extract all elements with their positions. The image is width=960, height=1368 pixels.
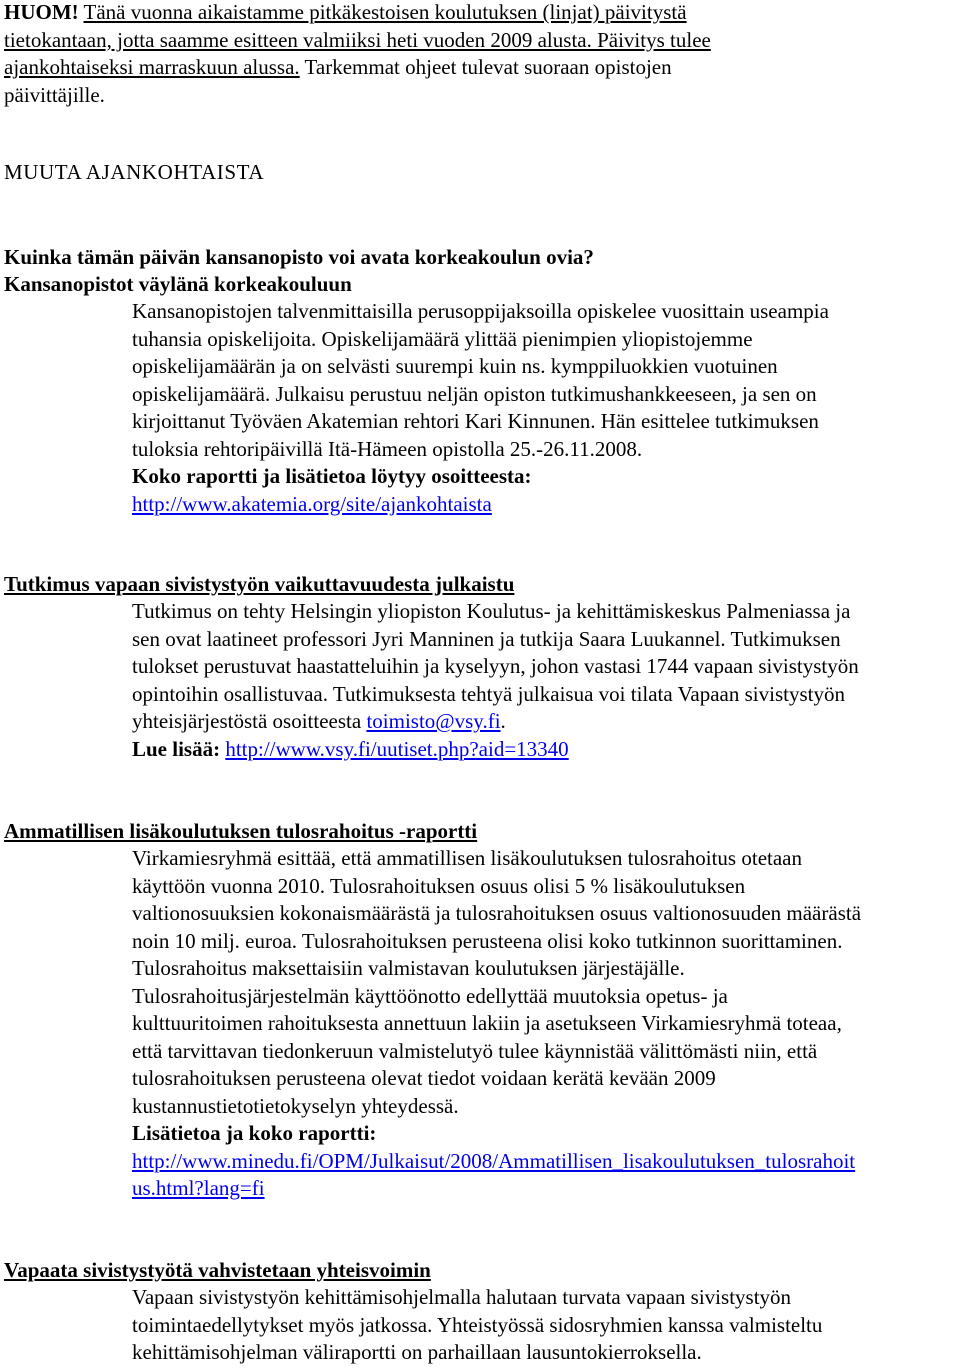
minedu-link-line-2	[132, 1175, 861, 1203]
vapaata-line: Vapaan sivistystyön kehittämisohjelmalla halutaan turvata vapaan sivistystyön	[132, 1285, 792, 1309]
kansanopisto-line: Kansanopistojen talvenmittaisilla perusoppijaksoilla opiskelee vuosittain useampia	[132, 299, 829, 323]
notice-line-1	[4, 0, 711, 27]
tutkimus-more-label: Lue lisää:	[132, 736, 221, 761]
vsy-link[interactable]: http://www.vsy.fi/uutiset.php?aid=13340	[225, 736, 569, 761]
tutkimus-email-prefix: yhteisjärjestöstä osoitteesta	[132, 709, 367, 733]
tutkimus-email-line	[132, 708, 859, 736]
notice-block	[4, 0, 711, 109]
ammatillinen-line: käyttöön vuonna 2010. Tulosrahoituksen osuus olisi 5 % lisäkoulutuksen	[132, 873, 746, 898]
tutkimus-line: Tutkimus on tehty Helsingin yliopiston Koulutus- ja kehittämiskeskus Palmeniassa ja	[132, 599, 851, 623]
notice-line-3	[4, 54, 711, 82]
tutkimus-email-suffix: .	[500, 709, 506, 733]
ammatillinen-line: kustannustietotietokyselyn yhteydessä.	[132, 1093, 459, 1118]
minedu-link-line-1	[132, 1148, 861, 1176]
tutkimus-line: tulokset perustuvat haastatteluihin ja kyselyyn, johon vastasi 1744 vapaan sivistystyön	[132, 654, 859, 678]
notice-line-4: päivittäjille.	[4, 82, 105, 107]
notice-line-2: tietokantaan, jotta saamme esitteen valmiiksi heti vuoden 2009 alusta. Päivitys tulee	[4, 27, 711, 52]
ammatillinen-line: että tarvittavan tiedonkeruun valmistelutyö tulee käynnistää välittömästi niin, että	[132, 1038, 818, 1063]
ammatillinen-line: Tulosrahoitusjärjestelmän käyttöönotto edellyttää muutoksia opetus- ja	[132, 983, 728, 1008]
vapaata-body	[4, 1284, 822, 1367]
kansanopisto-line: opiskelijamäärä. Julkaisu perustuu neljän opiston tutkimushankkeeseen, ja sen on	[132, 381, 817, 406]
kansanopisto-more-label: Koko raportti ja lisätietoa löytyy osoitteesta:	[132, 464, 532, 488]
tutkimus-line: opintoihin osallistuvaa. Tutkimuksesta tehtyä julkaisua voi tilata Vapaan sivistystyön	[132, 681, 845, 706]
notice-text-3-underlined: ajankohtaiseksi marraskuun alussa.	[4, 55, 300, 79]
ammatillinen-more-label: Lisätietoa ja koko raportti:	[132, 1121, 377, 1145]
notice-text-3-rest: Tarkemmat ohjeet tulevat suoraan opistojen	[299, 55, 672, 79]
tutkimus-heading: Tutkimus vapaan sivistystyön vaikuttavuudesta julkaistu	[4, 572, 515, 596]
tutkimus-more-line	[132, 736, 859, 764]
section-heading-muuta: MUUTA AJANKOHTAISTA	[4, 160, 265, 184]
minedu-link-part-2[interactable]: us.html?lang=fi	[132, 1176, 265, 1200]
kansanopisto-heading: Kansanopistot väylänä korkeakouluun	[4, 272, 352, 296]
ammatillinen-line: noin 10 milj. euroa. Tulosrahoituksen perusteena olisi koko tutkinnon suorittaminen.	[132, 928, 843, 953]
vapaata-line: kehittämisohjelman väliraportti on parhaillaan lausuntokierroksella.	[132, 1340, 702, 1364]
ammatillinen-line: Virkamiesryhmä esittää, että ammatillisen lisäkoulutuksen tulosrahoitus otetaan	[132, 846, 802, 870]
tutkimus-line: sen ovat laatineet professori Jyri Manninen ja tutkija Saara Luukannel. Tutkimuksen	[132, 626, 841, 651]
kansanopisto-link-line	[132, 491, 829, 519]
minedu-link-part-1[interactable]: http://www.minedu.fi/OPM/Julkaisut/2008/Ammatillisen_lisakoulutuksen_tulosrahoit	[132, 1148, 856, 1173]
akatemia-link[interactable]: http://www.akatemia.org/site/ajankohtaista	[132, 491, 492, 516]
ammatillinen-line: Tulosrahoitus maksettaisiin valmistavan koulutuksen järjestäjälle.	[132, 956, 685, 980]
kansanopisto-line: tuloksia rehtoripäivillä Itä-Hämeen opistolla 25.-26.11.2008.	[132, 436, 643, 461]
kansanopisto-line: opiskelijamäärän ja on selvästi suurempi kuin ns. kymppiluokkien vuotuinen	[132, 354, 778, 378]
notice-label: HUOM!	[4, 0, 79, 24]
kansanopisto-line: tuhansia opiskelijoita. Opiskelijamäärä ylittää pienimpien yliopistojemme	[132, 326, 753, 351]
kansanopisto-question: Kuinka tämän päivän kansanopisto voi avata korkeakoulun ovia?	[4, 245, 594, 269]
ammatillinen-body	[4, 845, 861, 1203]
kansanopisto-line: kirjoittanut Työväen Akatemian rehtori Kari Kinnunen. Hän esittelee tutkimuksen	[132, 409, 819, 433]
vapaata-line: toimintaedellytykset myös jatkossa. Yhteistyössä sidosryhmien kanssa valmisteltu	[132, 1312, 823, 1337]
tutkimus-body	[4, 598, 859, 763]
ammatillinen-line: tulosrahoituksen perusteena olevat tiedot voidaan kerätä kevään 2009	[132, 1066, 716, 1090]
ammatillinen-line: kulttuuritoimen rahoituksesta annettuun lakiin ja asetukseen Virkamiesryhmä toteaa,	[132, 1011, 842, 1035]
kansanopisto-body	[4, 298, 829, 518]
ammatillinen-heading: Ammatillisen lisäkoulutuksen tulosrahoitus -raportti	[4, 819, 478, 843]
ammatillinen-line: valtionosuuksien kokonaismäärästä ja tulosrahoituksen osuus valtionosuuden määrästä	[132, 901, 862, 925]
notice-text-1: Tänä vuonna aikaistamme pitkäkestoisen koulutuksen (linjat) päivitystä	[83, 0, 687, 24]
vsy-email-link[interactable]: toimisto@vsy.fi	[366, 709, 501, 733]
vapaata-heading: Vapaata sivistystyötä vahvistetaan yhteisvoimin	[4, 1258, 431, 1282]
